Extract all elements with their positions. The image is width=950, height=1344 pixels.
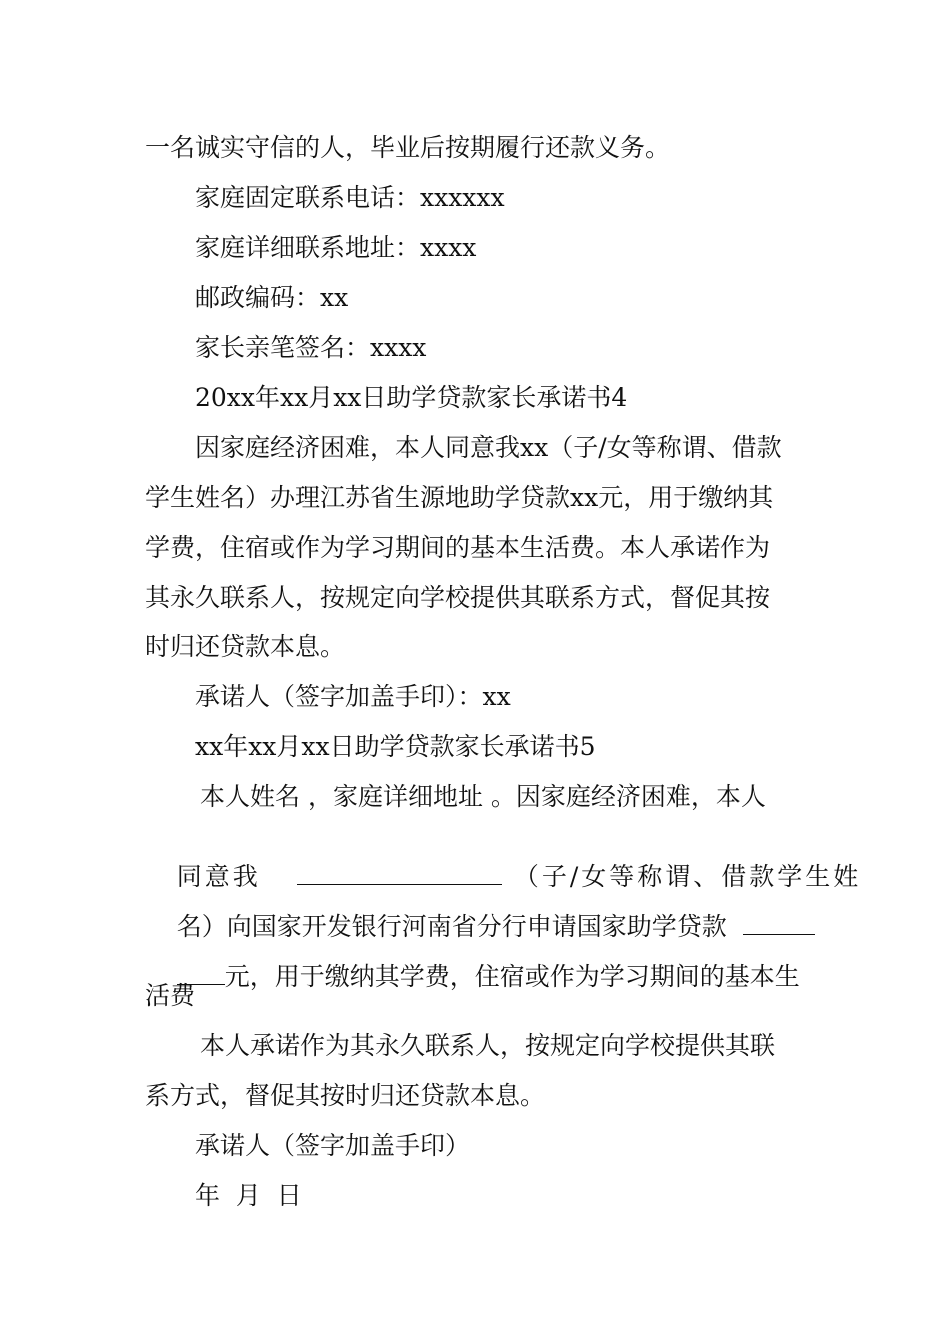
section-heading-4: 20xx年xx月xx日助学贷款家长承诺书4 — [195, 383, 628, 412]
home-phone-line: 家庭固定联系电话：xxxxxx — [195, 183, 505, 212]
text-segment: 名）向国家开发银行河南省分行申请国家助学贷款 — [176, 912, 727, 941]
paragraph-line: 因家庭经济困难，本人同意我xx（子/女等称谓、借款 — [195, 433, 782, 462]
paragraph-line: 学费，住宿或作为学习期间的基本生活费。本人承诺作为 — [145, 533, 771, 562]
paragraph-line: 一名诚实守信的人，毕业后按期履行还款义务。 — [145, 133, 671, 162]
text-segment: 元，用于缴纳其学费，住宿或作为学习期间的基本生 — [224, 962, 800, 991]
paragraph-line-with-blank — [145, 932, 800, 1022]
paragraph-line: 时归还贷款本息。 — [145, 632, 346, 661]
parent-signature-line: 家长亲笔签名：xxxx — [195, 333, 427, 362]
text-segment: （子/女等称谓、借款学生姓 — [513, 862, 862, 891]
paragraph-line: 本人姓名 ，家庭详细地址 。因家庭经济困难，本人 — [200, 782, 766, 811]
date-line: 年 月 日 — [195, 1181, 302, 1210]
paragraph-line: 其永久联系人，按规定向学校提供其联系方式，督促其按 — [145, 583, 771, 612]
home-address-line: 家庭详细联系地址：xxxx — [195, 233, 477, 262]
paragraph-line: 本人承诺作为其永久联系人，按规定向学校提供其联 — [200, 1031, 776, 1060]
paragraph-line: 活费 — [145, 981, 196, 1010]
postal-code-line: 邮政编码：xx — [195, 283, 349, 312]
promisor-signature-line: 承诺人（签字加盖手印）：xx — [195, 682, 511, 711]
paragraph-line: 学生姓名）办理江苏省生源地助学贷款xx元，用于缴纳其 — [145, 483, 774, 512]
section-heading-5: xx年xx月xx日助学贷款家长承诺书5 — [195, 732, 596, 761]
promisor-signature-line: 承诺人（签字加盖手印） — [195, 1131, 471, 1160]
text-segment: 同意我 — [176, 862, 261, 891]
paragraph-line: 系方式，督促其按时归还贷款本息。 — [145, 1081, 546, 1110]
